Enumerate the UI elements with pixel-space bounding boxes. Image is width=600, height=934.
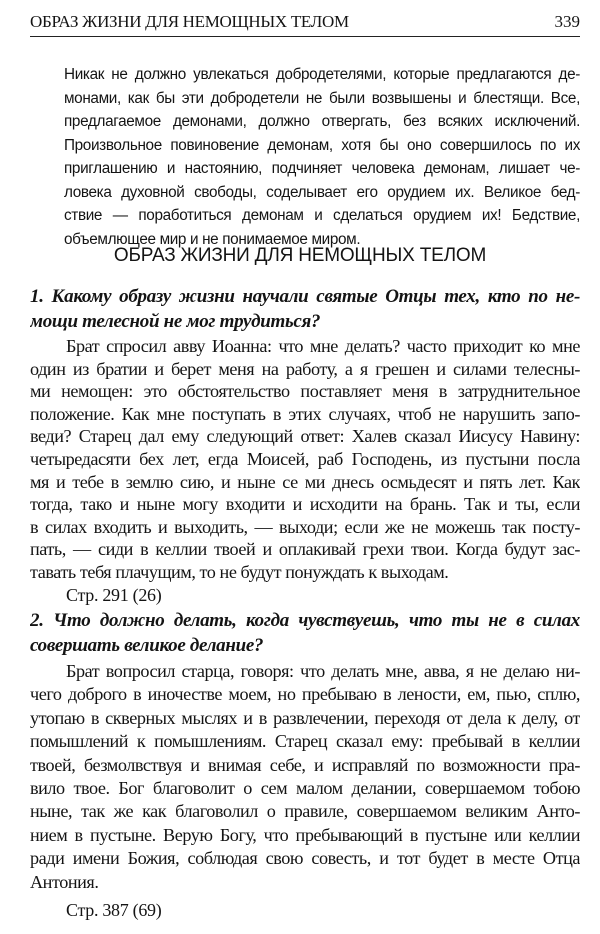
text-line: предлагаемое демонами, должно отвергать, без всяких исключений. bbox=[64, 113, 580, 130]
intro-paragraph bbox=[64, 63, 580, 251]
text-line: ныне, так же как благоволил о правиле, совершаемом великим Анто- bbox=[30, 801, 580, 822]
running-header bbox=[30, 8, 580, 37]
text-line: Никак не должно увлекаться добродетелями, которые предлагаются де- bbox=[64, 66, 580, 83]
question-1 bbox=[30, 285, 580, 334]
text-line: твоей, безмолвствуя и внимая себе, и исправляй по возможности пра- bbox=[30, 754, 580, 775]
text-line: 2. Что должно делать, когда чувствуешь, что ты не в силах bbox=[30, 610, 580, 631]
text-line: веди? Старец дал ему следующий ответ: Халев сказал Иисусу Навину: bbox=[30, 426, 580, 447]
answer-2 bbox=[30, 660, 580, 894]
text-line: Брат вопросил старца, говоря: что делать мне, авва, я не делаю ни- bbox=[66, 661, 580, 681]
text-line: тавать тебя плачущим, то не будут понуждать к выходам. bbox=[30, 561, 449, 582]
text-line: тогда, тако и ныне могу входити и исходити на брань. Так и ты, если bbox=[30, 494, 580, 515]
text-line: пать, — сиди в келлии твоей и оплакивай грехи твои. Когда будут зас- bbox=[30, 539, 580, 560]
text-line: приглашению и настоянию, подчиняет человека демонам, лишает че- bbox=[64, 160, 580, 177]
question-2 bbox=[30, 609, 580, 658]
text-line: объемлющее мир и не понимаемое миром. bbox=[64, 230, 361, 248]
text-line: утопаю в скверных мыслях и в развлечении, переходя от дела к делу, от bbox=[30, 707, 580, 728]
text-line: ловека духовной свободы, соделывает его орудием их. Великое бед- bbox=[64, 183, 580, 201]
text-line: один из братии и берет меня на работу, а я грешен и силами телесны- bbox=[30, 358, 580, 379]
page-number: 339 bbox=[554, 12, 580, 31]
text-line: ствие — поработиться демонам и сделаться орудием их! Бедствие, bbox=[64, 207, 580, 224]
text-line: мощи телесной не мог трудиться? bbox=[30, 310, 321, 332]
text-line: вило твое. Бог благоволит о сем малом делании, совершаемом тобою bbox=[30, 778, 580, 799]
text-line: помышлений к помышлениям. Старец сказал ему: пребывай в келлии bbox=[30, 731, 580, 752]
text-line: положение. Как мне поступать в этих случаях, чтоб не нарушить запо- bbox=[30, 403, 580, 424]
text-line: нием в пустыне. Верую Богу, что пребывающий в пустыне или келлии bbox=[30, 824, 580, 845]
reference-1: Стр. 291 (26) bbox=[66, 585, 162, 605]
text-line: Брат спросил авву Иоанна: что мне делать? часто приходит ко мне bbox=[66, 336, 580, 356]
text-line: чего доброго в иночестве моем, но пребываю в лености, ем, пью, сплю, bbox=[30, 684, 580, 705]
reference-2: Стр. 387 (69) bbox=[66, 900, 162, 920]
text-line: Произвольное повиновение демонам, хотя бы оно совершилось по их bbox=[64, 136, 580, 154]
text-line: четыредасяти бех лет, егда Моисей, раб Господень, из пустыни посла bbox=[30, 448, 580, 469]
answer-1 bbox=[30, 335, 580, 584]
text-line: 1. Какому образу жизни научали святые Отцы тех, кто по не- bbox=[30, 286, 580, 307]
text-line: ради имени Божия, соблюдая свою совесть, и тот будет в месте Отца bbox=[30, 848, 580, 869]
text-line: мя и тебе в землю сию, и ныне се ми днесь осмьдесят и пять лет. Как bbox=[30, 471, 580, 492]
text-line: Антония. bbox=[30, 871, 99, 892]
section-title: ОБРАЗ ЖИЗНИ ДЛЯ НЕМОЩНЫХ ТЕЛОМ bbox=[113, 245, 487, 266]
text-line: совершать великое делание? bbox=[30, 634, 264, 656]
text-line: ми немощен: это обстоятельство поставляет меня в затруднительное bbox=[30, 381, 580, 402]
running-title: ОБРАЗ ЖИЗНИ ДЛЯ НЕМОЩНЫХ ТЕЛОМ bbox=[30, 12, 349, 31]
text-line: в силах входить и выходить, — выходи; если же не можешь так посту- bbox=[30, 516, 580, 537]
text-line: монами, как бы эти добродетели не были возвышены и блестящи. Все, bbox=[64, 89, 580, 107]
